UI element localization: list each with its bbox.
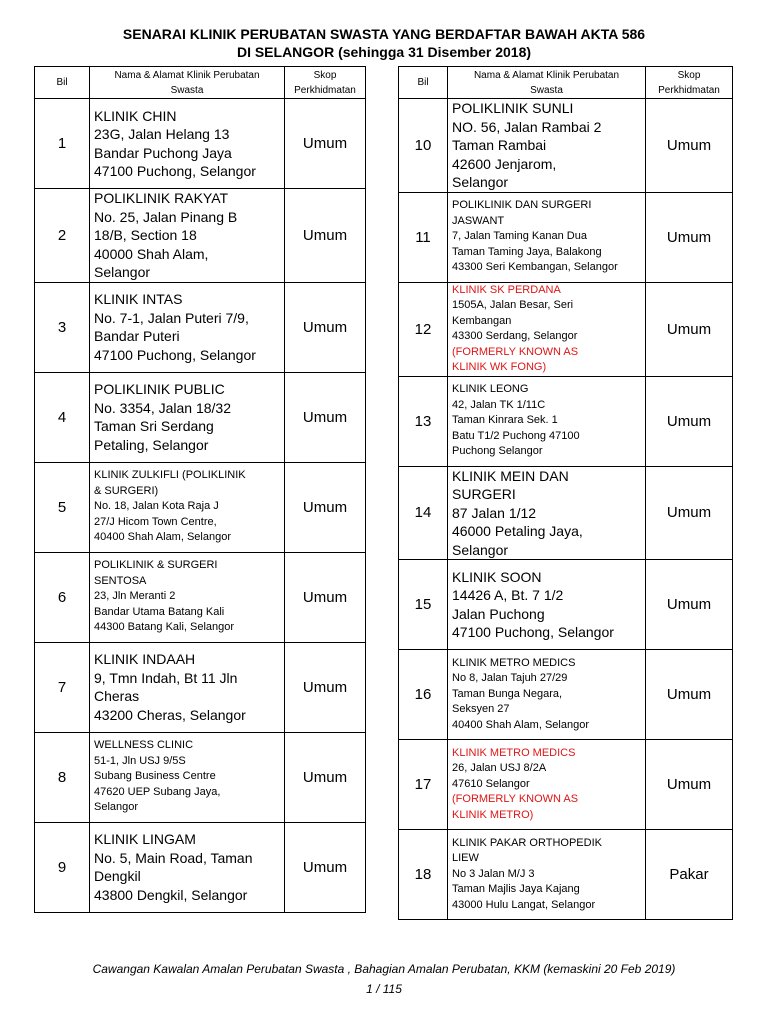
address-line: Kembangan — [452, 314, 512, 327]
row-number: 11 — [399, 192, 448, 282]
service-scope: Umum — [646, 99, 733, 193]
address-line: No 8, Jalan Tajuh 27/29 — [452, 672, 568, 685]
address-line: Bandar Puchong Jaya — [94, 144, 232, 161]
row-number: 3 — [35, 282, 90, 372]
table-row — [35, 189, 366, 283]
document-title: SENARAI KLINIK PERUBATAN SWASTA YANG BERDAFTAR BAWAH AKTA 586 — [122, 26, 646, 42]
table-row — [399, 99, 733, 193]
address-line: 27/J Hicom Town Centre, — [94, 515, 217, 528]
address-line: NO. 56, Jalan Rambai 2 — [452, 118, 602, 135]
address-line: 42600 Jenjarom, — [452, 155, 557, 172]
address-line: Selangor — [452, 541, 509, 558]
address-line: JASWANT — [452, 214, 505, 227]
clinic-name: KLINIK INTAS — [94, 291, 183, 307]
table-row — [399, 740, 733, 830]
address-line: (FORMERLY KNOWN AS — [452, 793, 579, 806]
address-line: Dengkil — [94, 868, 141, 884]
service-scope: Umum — [285, 372, 366, 462]
clinic-name: KLINIK ZULKIFLI (POLIKLINIK — [94, 469, 246, 482]
row-number: 17 — [399, 740, 448, 830]
address-line: 7, Jalan Taming Kanan Dua — [452, 230, 587, 243]
address-line: Bandar Puteri — [94, 328, 180, 344]
clinic-name: POLIKLINIK & SURGERI — [94, 559, 218, 572]
service-scope: Umum — [285, 552, 366, 642]
address-line: Puchong Selangor — [452, 445, 543, 458]
clinic-rows-left — [35, 99, 366, 913]
clinic-name-address — [90, 282, 285, 372]
row-number: 6 — [35, 552, 90, 642]
clinic-name-address — [448, 282, 646, 376]
column-header-scope: Skop Perkhidmatan — [285, 67, 366, 99]
service-scope: Umum — [285, 189, 366, 283]
clinic-name-address — [90, 189, 285, 283]
document-subtitle: DI SELANGOR (sehingga 31 Disember 2018) — [236, 44, 532, 60]
column-header-name: Nama & Alamat Klinik Perubatan Swasta — [448, 67, 646, 99]
clinic-name: KLINIK METRO MEDICS — [452, 656, 576, 669]
clinic-name-address — [90, 462, 285, 552]
clinic-name: KLINIK LINGAM — [94, 831, 196, 847]
clinic-name: KLINIK SK PERDANA — [452, 283, 561, 296]
address-line: No. 18, Jalan Kota Raja J — [94, 500, 219, 513]
address-line: KLINIK METRO) — [452, 808, 534, 821]
table-row — [399, 192, 733, 282]
clinic-name: POLIKLINIK SUNLI — [452, 100, 574, 116]
service-scope: Umum — [285, 822, 366, 912]
clinic-name-address — [448, 466, 646, 560]
address-line: Subang Business Centre — [94, 770, 216, 783]
clinic-name: POLIKLINIK DAN SURGERI — [452, 199, 592, 212]
row-number: 5 — [35, 462, 90, 552]
address-line: Selangor — [94, 801, 139, 814]
clinic-name: POLIKLINIK RAKYAT — [94, 190, 229, 206]
clinic-name: KLINIK MEIN DAN — [452, 467, 569, 484]
service-scope: Umum — [646, 650, 733, 740]
table-row — [399, 560, 733, 650]
clinic-name-address — [90, 642, 285, 732]
table-row — [399, 376, 733, 466]
address-line: 23G, Jalan Helang 13 — [94, 126, 230, 142]
footer-source: Cawangan Kawalan Amalan Perubatan Swasta , Bahagian Amalan Perubatan, KKM (kemaskini 20 Feb 2019) — [92, 962, 676, 976]
service-scope: Umum — [285, 642, 366, 732]
clinic-table-right — [398, 66, 733, 920]
clinic-name-address — [448, 376, 646, 466]
clinic-name-address — [448, 740, 646, 830]
row-number: 12 — [399, 282, 448, 376]
clinic-name-address — [448, 99, 646, 193]
address-line: 47610 Selangor — [452, 777, 530, 790]
address-line: Jalan Puchong — [452, 605, 545, 622]
address-line: 87 Jalan 1/12 — [452, 504, 537, 521]
clinic-name: KLINIK CHIN — [94, 107, 177, 124]
clinic-name: WELLNESS CLINIC — [94, 739, 194, 752]
address-line: Selangor — [94, 264, 151, 280]
clinic-name: KLINIK PAKAR ORTHOPEDIK — [452, 836, 602, 849]
address-line: 46000 Petaling Jaya, — [452, 523, 583, 539]
table-row — [35, 822, 366, 912]
table-row — [35, 642, 366, 732]
address-line: 9, Tmn Indah, Bt 11 Jln — [94, 669, 238, 686]
clinic-name-address — [448, 650, 646, 740]
service-scope: Umum — [285, 732, 366, 822]
service-scope: Pakar — [646, 830, 733, 920]
table-row — [399, 282, 733, 376]
address-line: Bandar Utama Batang Kali — [94, 605, 225, 618]
address-line: Taman Kinrara Sek. 1 — [452, 414, 558, 427]
table-row — [35, 99, 366, 189]
address-line: 43800 Dengkil, Selangor — [94, 886, 248, 903]
address-line: 43000 Hulu Langat, Selangor — [452, 898, 596, 911]
address-line: Batu T1/2 Puchong 47100 — [452, 429, 580, 442]
clinic-name-address — [448, 560, 646, 650]
address-line: Seksyen 27 — [452, 703, 510, 716]
table-row — [35, 372, 366, 462]
address-line: 26, Jalan USJ 8/2A — [452, 762, 547, 775]
row-number: 10 — [399, 99, 448, 193]
address-line: No. 25, Jalan Pinang B — [94, 208, 238, 225]
address-line: 51-1, Jln USJ 9/5S — [94, 754, 186, 767]
table-row — [35, 462, 366, 552]
clinic-name-address — [448, 192, 646, 282]
address-line: 14426 A, Bt. 7 1/2 — [452, 587, 564, 603]
row-number: 2 — [35, 189, 90, 283]
table-row — [399, 830, 733, 920]
address-line: 43200 Cheras, Selangor — [94, 706, 246, 723]
address-line: 47100 Puchong, Selangor — [94, 163, 256, 179]
address-line: Taman Majlis Jaya Kajang — [452, 883, 580, 896]
address-line: No. 7-1, Jalan Puteri 7/9, — [94, 309, 249, 326]
clinic-name-address — [90, 822, 285, 912]
clinic-name-address — [448, 830, 646, 920]
service-scope: Umum — [646, 466, 733, 560]
column-header-bil: Bil — [399, 67, 448, 99]
address-line: Petaling, Selangor — [94, 436, 209, 453]
address-line: 18/B, Section 18 — [94, 227, 197, 243]
address-line: Taman Taming Jaya, Balakong — [452, 245, 602, 258]
table-row — [399, 650, 733, 740]
clinic-name-address — [90, 552, 285, 642]
column-header-bil: Bil — [35, 67, 90, 99]
table-row — [35, 282, 366, 372]
address-line: 23, Jln Meranti 2 — [94, 590, 176, 603]
clinic-name-address — [90, 372, 285, 462]
address-line: & SURGERI) — [94, 484, 159, 497]
clinic-name: KLINIK METRO MEDICS — [452, 746, 576, 759]
table-row — [399, 466, 733, 560]
address-line: No 3 Jalan M/J 3 — [452, 867, 535, 880]
address-line: Taman Sri Serdang — [94, 418, 214, 434]
page-number: 1 / 115 — [366, 982, 402, 996]
clinic-table-left — [34, 66, 366, 913]
row-number: 7 — [35, 642, 90, 732]
row-number: 1 — [35, 99, 90, 189]
address-line: 40400 Shah Alam, Selangor — [94, 531, 231, 544]
service-scope: Umum — [646, 192, 733, 282]
row-number: 13 — [399, 376, 448, 466]
clinic-name: KLINIK INDAAH — [94, 651, 196, 667]
address-line: 47100 Puchong, Selangor — [94, 346, 256, 363]
row-number: 18 — [399, 830, 448, 920]
row-number: 9 — [35, 822, 90, 912]
address-line: 1505A, Jalan Besar, Seri — [452, 299, 574, 311]
clinic-name: POLIKLINIK PUBLIC — [94, 381, 225, 397]
table-row — [35, 552, 366, 642]
address-line: No. 5, Main Road, Taman — [94, 849, 253, 866]
address-line: (FORMERLY KNOWN AS — [452, 345, 579, 358]
address-line: Cheras — [94, 688, 140, 704]
clinic-name: KLINIK SOON — [452, 568, 542, 585]
address-line: SURGERI — [452, 486, 516, 502]
address-line: 43300 Serdang, Selangor — [452, 330, 578, 342]
address-line: 40400 Shah Alam, Selangor — [452, 718, 589, 731]
address-line: Selangor — [452, 174, 509, 190]
service-scope: Umum — [285, 462, 366, 552]
row-number: 4 — [35, 372, 90, 462]
address-line: 42, Jalan TK 1/11C — [452, 398, 546, 411]
address-line: Taman Bunga Negara, — [452, 687, 563, 700]
address-line: 43300 Seri Kembangan, Selangor — [452, 261, 618, 274]
column-header-scope: Skop Perkhidmatan — [646, 67, 733, 99]
clinic-name-address — [90, 732, 285, 822]
row-number: 15 — [399, 560, 448, 650]
service-scope: Umum — [646, 282, 733, 376]
clinic-name-address — [90, 99, 285, 189]
address-line: 47620 UEP Subang Jaya, — [94, 785, 221, 798]
clinic-rows-right — [399, 99, 733, 920]
row-number: 14 — [399, 466, 448, 560]
address-line: 40000 Shah Alam, — [94, 245, 209, 262]
address-line: 47100 Puchong, Selangor — [452, 624, 614, 640]
address-line: KLINIK WK FONG) — [452, 361, 547, 373]
address-line: 44300 Batang Kali, Selangor — [94, 621, 235, 634]
service-scope: Umum — [646, 740, 733, 830]
clinic-name: KLINIK LEONG — [452, 383, 529, 396]
row-number: 16 — [399, 650, 448, 740]
address-line: Taman Rambai — [452, 137, 547, 153]
address-line: LIEW — [452, 852, 479, 865]
address-line: SENTOSA — [94, 574, 147, 587]
table-row — [35, 732, 366, 822]
service-scope: Umum — [646, 376, 733, 466]
row-number: 8 — [35, 732, 90, 822]
service-scope: Umum — [285, 282, 366, 372]
column-header-name: Nama & Alamat Klinik Perubatan Swasta — [90, 67, 285, 99]
service-scope: Umum — [646, 560, 733, 650]
service-scope: Umum — [285, 99, 366, 189]
address-line: No. 3354, Jalan 18/32 — [94, 399, 231, 416]
